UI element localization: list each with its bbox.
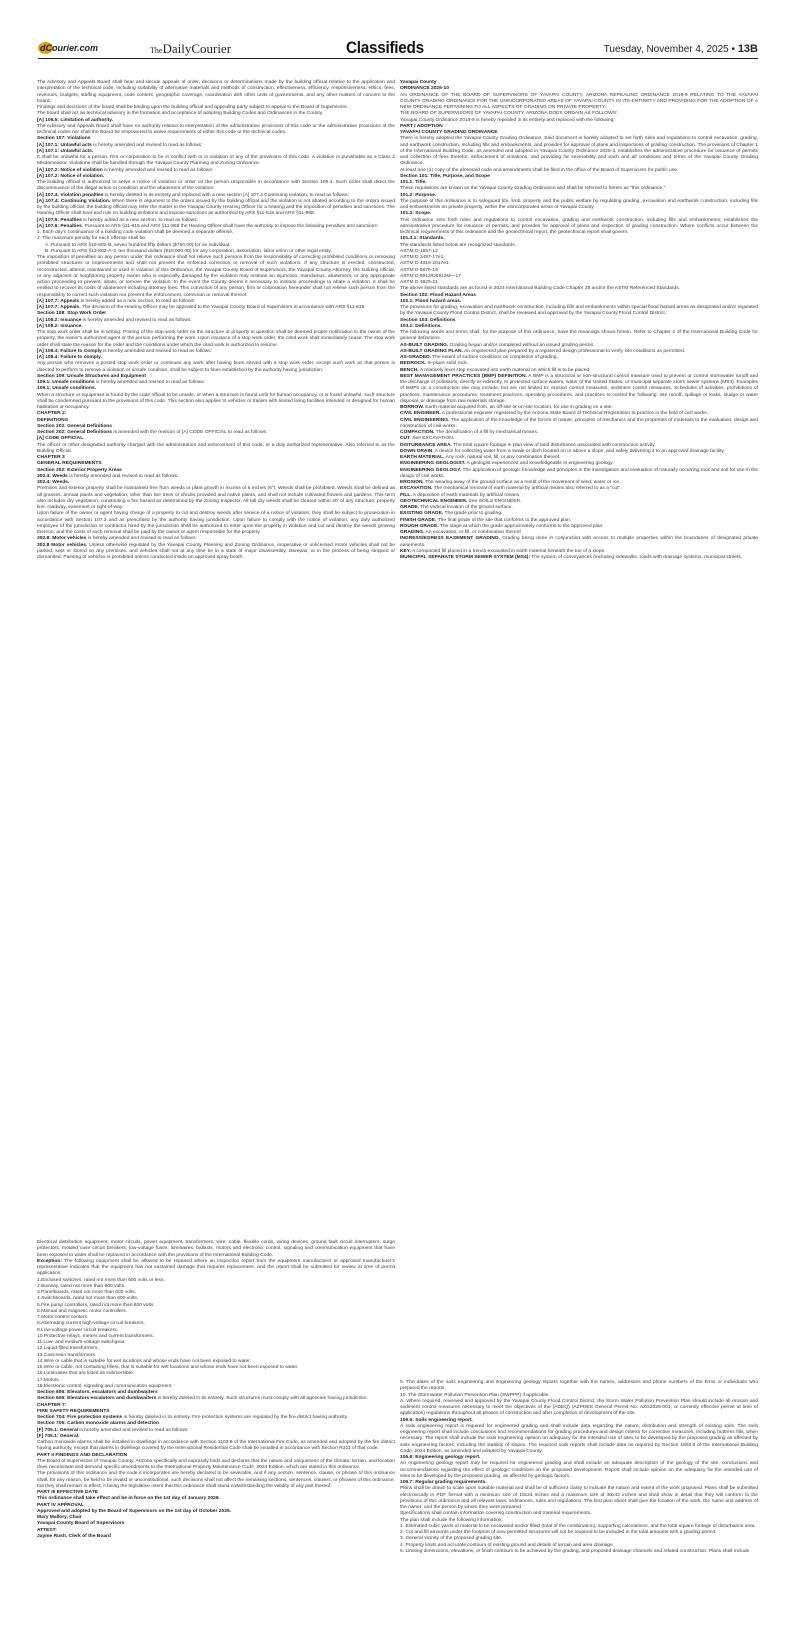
paragraph-body: See EXCAVATION. (410, 436, 455, 442)
paragraph-lead: CHAPTER 2: (37, 411, 67, 417)
paragraph (400, 468, 758, 481)
paragraph-lead: [A] 108.4: Failure to Comply (37, 348, 102, 354)
paragraph (400, 330, 758, 343)
paragraph (37, 155, 395, 168)
paragraph-body: is hereby deleted in its entirety and replaced with a new section [A] 107.4 Continuing violation, to read as follows: (103, 192, 349, 198)
paragraph-lead: 102.1: Flood hazard areas. (400, 298, 462, 304)
paragraph-body: 16.Luminaires that are listed as submersible. (37, 1371, 135, 1377)
paragraph (37, 1440, 395, 1453)
paragraph-body: Specifications shall contain information covering construction and material requirements. (400, 1511, 592, 1517)
paragraph-lead: Yavapai County Board of Supervisors (37, 1521, 125, 1527)
paragraph (37, 1471, 395, 1490)
paragraph-lead: ROUGH GRADE. (400, 523, 439, 529)
paragraph-lead: [A] 108.2: Issuance. (37, 323, 83, 329)
paragraph-lead: EARTH MATERIAL. (400, 455, 445, 460)
paragraph-body: A. Pursuant to ARS §13-802-B, seven hundred fifty dollars ($750.00) for an individual. (45, 242, 231, 248)
paragraph-lead: 106.5: Soils engineering report. (400, 1417, 473, 1423)
paragraph-body: The extent of surface conditions on completion of grading. (430, 355, 558, 360)
paragraph-body: 13.Cast-resin transformers. (37, 1352, 97, 1358)
paragraph (400, 218, 758, 237)
paragraph-body: It shall be unlawful for a person, firm or corporation to be in conflict with or in violation of any of the provisions of this code. A violation is punishable as a Class 2 Misdemeanor. Violations shall be handled through the Yavapai County Planning and Zoning Ordinance. (37, 155, 395, 167)
paragraph-body: 9.Low-voltage power circuit breakers. (37, 1327, 119, 1333)
paragraph-lead: Section 109: Unsafe Structures and Equipment (37, 373, 146, 379)
paragraph-lead: 106.6: Engineering geology report. (400, 1455, 481, 1460)
paragraph-body: The building official is authorized to serve a notice of violation or order on the person responsible in accordance with Section 109.4. Such order shall direct the discontinuance of the illegal action or condition and the abatement of the violation. (37, 180, 395, 192)
paragraph (400, 555, 758, 561)
paragraph (400, 1424, 758, 1455)
paragraph-body: ASTM D 4318-2017e1 (400, 261, 449, 267)
dateline (604, 43, 758, 55)
paragraph-body: This ordinance sets forth rules and regulations to control excavation, grading and earthwork construction, including fills and embankments; establishes the administrative procedure for issuance of permits; and provides for approval of plans and inspection of grading construction. Where conflicts occur between the technical requirements of this ordinance and the geotechnical report, the geotechnical report shall govern. (400, 217, 758, 235)
paragraph-body: 3.Panelboards, rated not more than 600 volts. (37, 1290, 137, 1295)
paragraph-body: Unless otherwise regulated by the Yavapai County Planning and Zoning Ordinance, inoperative or unlicensed motor vehicles shall not be parked, kept or stored on any premises, and vehicles shall not at any time be in a state of major disassembly, disrepair, or in the process of being stripped or dismantled. Painting of vehicles is prohibited unless conducted inside an approved spray booth. (37, 542, 395, 560)
paragraph-body: is hereby deleted in its entirety. Fire protection systems are regulated by the fire district having authority. (122, 1415, 349, 1420)
paragraph-body: ASTM D 6913/D6913M—17 (400, 273, 461, 279)
paragraph-body: The system of conveyances (including sidewalks, roads with drainage systems, municipal streets, (529, 555, 743, 560)
paragraph-body: Premises and exterior property shall be maintained free from weeds or plant growth in excess of 6 inches (6"). Weeds shall be prohibited. Weeds shall be defined as all grasses, annual plants and vegetation, other than live trees or shrubs provided and native plants, and shall not include cultivated flowers and gardens. This term also includes dry vegetation, constituting a fire hazard as determined by the Zoning Inspector. All tall dry weeds shall be cleared within 30' of any structure, property line, roadway, easement or right-of-way. (37, 486, 395, 510)
paragraph-lead: ATTEST: (37, 1527, 57, 1533)
paragraph-body: 6.Manual and magnetic motor controllers. (37, 1308, 127, 1314)
paragraph-lead: 106.7: Regular grading requirements. (400, 1480, 487, 1485)
paragraph (37, 486, 395, 511)
paragraph-lead: [A] 107.2: Notice of violation. (37, 173, 105, 179)
paragraph-lead: BEST MANAGEMENT PRACTICES (BMP) DEFINITION. (400, 373, 527, 379)
paragraph-body: A soils engineering report is required for engineered grading and shall include data regarding the nature, distribution and strength of existing soils. The soils engineering report shall include conclusions and recommendations for grading procedures and design criteria for corrective measures, including buttress fills, when necessary. The report shall include the soils engineering opinion on adequacy for the intended use of sites to be developed by the proposed grading as affected by soils engineering factors, including the stability of slopes. The required soils reports shall include data as required by Section 1803.6 of the International Building Code, 2024 Edition, as amended and adopted by Yavapai County. (400, 1423, 758, 1454)
paragraph-lead: This ordinance shall take effect and be in force on the 1st day of January 2026. (37, 1496, 220, 1502)
paragraph-lead: EXISTING GRADE. (400, 511, 444, 517)
paragraph (400, 1461, 758, 1480)
paragraph-lead: 109.1: Unsafe conditions (37, 380, 95, 385)
notice-text-block (37, 1240, 395, 1540)
paragraph-lead: CIVIL ENGINEER. (400, 411, 441, 417)
paragraph-lead: [A] 108.4: Failure to comply. (37, 355, 102, 360)
paragraph-body: 17.Motors. (37, 1377, 61, 1383)
paragraph-body: The plan shall include the following information: (400, 1517, 503, 1523)
paragraph-lead: FILL. (400, 492, 412, 498)
paragraph-body: A deposition of earth materials by artificial means. (411, 492, 521, 498)
paragraph-body: The officer or other designated authority charged with the administration and enforcement of this code, or a duly authorized representative. Also referred to as the Building Official. (37, 442, 395, 454)
page-header (38, 40, 758, 59)
paragraph-lead: ENGINEERING GEOLOGY. (400, 467, 462, 473)
paragraph-lead: 101.1: Title. (400, 180, 427, 185)
paragraph (400, 1399, 758, 1418)
paragraph-lead: DEFINITIONS (37, 417, 68, 423)
paragraph-body: ASTM D 5876-19 (400, 267, 438, 273)
section-heading (37, 1534, 395, 1540)
paragraph-body: The imposition of penalties on any person under this ordinance shall not relieve such persons from the responsibility of correcting prohibited conditions or removing prohibited structures or improvements and shall not prevent the enforced correction or removal of such violations. If any structure is erected, constructed, reconstructed, altered, maintained or used in violation of this Ordinance, the Yavapai County Board of Supervisors, the Yavapai County Attorney, the building official, or any adjacent or neighboring property owner who is especially damaged by the violation may institute an injunction, mandamus, abatement, or any appropriate action proceeding to prevent, abate, or remove the violation. In the event the County deems it necessary to institute proceedings to abate a violation, it shall be entitled to recover its costs of abatement including attorney fees. This conviction of any person, firm or corporation hereunder shall not relieve such person from the responsibility to correct such violation nor prevent the enforcement, correction or removal thereof. (37, 255, 395, 298)
paragraph-lead: DISTURBANCE AREA. (400, 442, 452, 448)
paragraph-body: The provisions for grading, excavation and earthwork construction, including fills and embankments within special flood hazard areas as designated and/or regulated by the Yavapai County Flood Control District, shall be reviewed and approved by the Yavapai County Flood Control District. (400, 305, 758, 317)
paragraph (400, 1486, 758, 1511)
paragraph-lead: PART I ADOPTION (400, 123, 443, 129)
paragraph-lead: 302.8 Motor vehicles. (37, 542, 88, 548)
paragraph-body: 3. General vicinity of the proposed grading site. (400, 1536, 503, 1542)
paragraph-body: AN ORDINANCE OF THE BOARD OF SUPERVISORS OF YAVAPAI COUNTY, ARIZONA REPEALING ORDINANCE 2019-9 RELATING TO THE YAVAPAI COUNTY GRADING ORDINANCE FOR THE UNINCORPORATED AREAS OF YAVAPAI COUNTY IN ITS ENTIRETY AND PROVIDING FOR THE ADOPTION OF A NEW ORDINANCE PERTAINING TO ALL ASPECTS OF GRADING ON PRIVATE PROPERTY. (400, 92, 758, 110)
issue-date: Tuesday, November 4, 2025 (603, 44, 729, 55)
paragraph-lead: CIVIL ENGINEERING. (400, 417, 450, 423)
paragraph-lead: KEY. (400, 548, 411, 554)
paragraph (37, 511, 395, 536)
paragraph-body: The total square footage in plan view of land disturbance associated with construction activity. (452, 442, 656, 448)
paragraph-body: 15.Wire or cable, not containing fillers, that is suitable for wet locations and whose ends have not been exposed to water. (37, 1365, 299, 1370)
paragraph (400, 93, 758, 112)
masthead-name: DailyCourier (162, 41, 232, 56)
paragraph-body: When there is argument to the orders issued by the building official and the violation is not abated according to the orders issued by the building official, the building official may refer the matter to the Yavapai County Hearing Officer for a hearing and the imposition of penalties and sanctions. The Hearing Officer shall hear and rule on building violations and impose sanctions as authorized by ARS §11-815 and ARS §11-868. (37, 198, 395, 217)
paragraph-lead: CUT. (400, 436, 411, 442)
paragraph-body: ASTM D 4829-21 (400, 280, 438, 285)
paragraph-lead: PART III EFFECTIVE DATE (37, 1490, 98, 1495)
paragraph-body: is hereby amended and revised to read as follows: (94, 380, 205, 385)
paragraph-body: The decision of the Hearing Officer may be appealed to the Yavapai County Board of Supervisors in accordance with ARS §11-815. (80, 305, 366, 310)
masthead (150, 41, 231, 57)
paragraph-lead: Section 202: General Definitions (37, 430, 113, 435)
paragraph (400, 199, 758, 212)
paragraph-body: 1. Estimated cubic yards of material to be excavated and/or filled (total of the combination), supporting calculations, and the total square footage of disturbance area. (400, 1523, 756, 1529)
paragraph-body: The wearing away of the ground surface as a result of the movement of wind, water or ice. (423, 480, 621, 485)
paragraph-body: Electrical distribution equipment, motor circuits, power equipment, transformers, wire, cable, flexible cords, wiring devices, ground fault circuit interrupters, surge protectors, molded case circuit breakers, low-voltage fuses, luminaires, ballasts, motors and electronic control, signaling and communication equipment that have been exposed to water shall be replaced in accordance with the provisions of the International Building Code. (37, 1240, 395, 1258)
paragraph-body: The Board of Supervisors of Yavapai County, Arizona specifically and expressly finds and declares that the nature and uniqueness of the climate, terrain, and location does necessitate and demand specific amendments to the International Property Maintenance Code, 2024 Edition, which are stated in this ordinance. (37, 1458, 395, 1470)
paragraph-lead: Section 102: Flood Hazard Areas (400, 292, 476, 298)
masthead-the: The (150, 46, 163, 55)
paragraph-body: The densification of a fill by mechanical means. (434, 430, 539, 435)
paragraph-body: The mechanical removal of earth material by artificial means also referred to as a "cut". (432, 486, 622, 492)
paragraph-body: THE BOARD OF SUPERVISORS OF YAVAPAI COUNTY, ARIZONA DOES ORDAIN AS FOLLOWS: (400, 111, 618, 117)
paragraph-lead: 101.2: Purpose. (400, 192, 437, 198)
paragraph-lead: AS-BUILT GRADING PLAN. (400, 348, 463, 354)
paragraph-body: A geologist experienced and knowledgeable in engineering geology. (465, 461, 614, 467)
paragraph (37, 330, 395, 349)
paragraph-body: 4. Property limits and accurate contours of existing ground and details of terrain and area drainage. (400, 1542, 615, 1548)
paragraph (37, 393, 395, 412)
paragraph-lead: Section 101: Title, Purpose, and Scope (400, 173, 490, 179)
paragraph-body: See SOILS ENGINEER. (467, 498, 522, 504)
paragraph-body: The Advisory and Appeals Board shall hear and decide appeals of order, decisions or determinations made by the building official relative to the application and interpretation of the technical code, including suitability of alternative materials and methods of construction, effectiveness, efficiency, responsiveness, ethics, fees, revenues, budgets, staffing equipment, code content, geographic coverage, coordination with other units of governments, and any other matters of concern to the board. (37, 80, 395, 104)
paragraph-body: 2. The maximum penalty for each offense shall be: (37, 236, 147, 242)
paragraph-lead: [A] 107.7: Appeals. (37, 305, 81, 310)
paragraph-lead: GRADING. (400, 530, 425, 535)
paragraph-lead: [A] 107.2: Notice of violation (37, 167, 103, 173)
paragraph-lead: YAVAPAI COUNTY GRADING ORDINANCE (400, 130, 498, 135)
paragraph (37, 80, 395, 105)
paragraph (400, 136, 758, 167)
paragraph-body: Earth material acquired from, an off-site or on-site location, for use in grading on a site. (423, 405, 613, 410)
paragraph-body: 10. The Stormwater Pollution Prevention Plan (SWPPP) if applicable. (400, 1392, 550, 1398)
paragraph-lead: COMPACTION. (400, 430, 435, 435)
paragraph-body: 5.Fire pump controllers, rated not more than 600 volts. (37, 1302, 155, 1308)
paragraph-lead: Section 606: Elevators escalators and dumbwaiters (37, 1396, 157, 1402)
paragraph-lead: BORROW. (400, 405, 424, 410)
paragraph-body: A professional engineer registered by the Arizona State Board of Technical Registration to practice in the field of civil works. (440, 411, 709, 417)
paragraph-body: 9. The dates of the soils engineering and engineering geology reports together with the names, addresses and phone numbers of the firms or individuals who prepared the reports. (400, 1380, 758, 1392)
page-number: 13B (737, 43, 758, 55)
paragraph-body: The grade prior to grading. (443, 511, 503, 517)
paragraph-body: The following equipment shall be allowed to be repaired where an inspection report from the equipment manufacturer or approved manufacturer's representative indicates that the equipment has not sustained damage that requires replacement, and the report shall be submitted for review at time of permit application: (37, 1258, 395, 1277)
paragraph (37, 443, 395, 456)
dcourier-logo[interactable] (40, 43, 98, 53)
paragraph-lead: Section 705: Carbon monoxide alarms and detection (37, 1421, 160, 1427)
paragraph (37, 180, 395, 193)
paragraph-body: An excavation, or fill, or combination thereof. (424, 530, 523, 535)
paragraph-body: 1.Enclosed switches, rated not more than 600 volts or less. (37, 1277, 165, 1283)
paragraph-body: Any person who removes a posted stop work order or continues any work after having been served with a stop work order, except such work as that person is directed to perform to remove a violation or unsafe condition, shall be subject to fines established by the authority having jurisdiction. (37, 361, 395, 373)
paragraph-body: A relatively level step excavated into earth material on which fill is to be placed. (418, 367, 591, 373)
paragraph-lead: FINISH GRADE. (400, 517, 437, 523)
paragraph-body: Any rock, natural soil, fill, or any combination thereof. (444, 455, 561, 460)
paragraph-lead: Section 202: General Definitions (37, 423, 113, 429)
paragraph-lead: Exception: (37, 1258, 63, 1264)
paragraph-body: An engineered plan prepared by a registered design professional to verify site conditions as permitted. (462, 348, 686, 354)
paragraph-lead: EXCAVATION. (400, 486, 433, 492)
paragraph-lead: 103.1: Definitions. (400, 323, 442, 329)
paragraph-body: In-place solid rock. (426, 361, 469, 367)
paragraph (37, 1396, 395, 1402)
paragraph-body: The final grade of the site that conforms to the approved plan. (436, 517, 572, 523)
paragraph-lead: [A] 107.4: Violation penalties (37, 192, 104, 198)
paragraph-body: is hereby added as a new section, to read as follows: (81, 217, 198, 223)
paragraph-body: The above listed standards are as found in 2024 International Building Code Chapter 35 and/or the ASTM Referenced Standards. (400, 286, 681, 292)
paragraph-body: Yavapai County Ordinance 2019-9 is hereby repealed in its entirety and replaced with the following: (400, 117, 615, 123)
paragraph-body: 7.Motor control centers. (37, 1315, 89, 1320)
paragraph-body: 4.Switchboards, rated not more than 600 volts. (37, 1296, 139, 1302)
paragraph-lead: Section 107: Violations (37, 136, 91, 142)
paragraph-body: Grading being done in conjunction with access to multiple properties within the boundaries of designated private easements. (400, 536, 758, 548)
paragraph-lead: GRADE. (400, 505, 420, 510)
paragraph-lead: [A] 107.6: Penalties (37, 217, 82, 223)
paragraph-lead: Section 704: Fire protection systems (37, 1415, 123, 1420)
paragraph-body: An engineering geology report may be required for engineered grading and shall include an adequate description of the geology of the site, conclusions and recommendations regarding the effect of geologic conditions on the proposed development. Report shall include opinion on the adequacy for the intended use of sites to be developed by the proposed grading, as affected by geologic factors. (400, 1461, 758, 1479)
paragraph-lead: [A] 107.4: Continuing Violation. (37, 198, 111, 204)
paragraph-lead: CHAPTER 7: (37, 1402, 67, 1408)
paragraph-body: A. Where required, reviewed and approved by the Yavapai County Flood Control District, the Storm Water Pollution Prevention Plan should include all erosion and sediment control measures necessary to meet the objectives of the (ADEQ) (AZPDES General Permit No. AZG2025-001, or currently effective permit at time of application) regulations throughout all phases of construction and after completion of development of the site. (400, 1398, 758, 1417)
paragraph-lead: GEOTECHNICAL ENGINEER. (400, 498, 468, 504)
paragraph-lead: PART II FINDINGS AND DECLARATION (37, 1452, 128, 1458)
paragraph (400, 305, 758, 318)
paragraph-lead: Section 302: Exterior Property Areas (37, 467, 122, 473)
section-title: Classifieds (346, 38, 424, 57)
paragraph-body: A BMP is a structural or non-structural control measure used to prevent or control stormwater runoff and the discharge of pollutants, directly or indirectly, to protected surface waters, water of the United States, or municipal separate storm sewer systems (MS4). Examples of BMPs on a construction site may include, but are not limited to: erosion control measures, sediment control measures, Schedules of activities, prohibitions of practices, maintenance procedures, treatment practices, operating procedures, and practices to control the following: site runoff, spillage or leaks, sludge or water disposal, or drainage from raw materials storage. (400, 373, 759, 404)
paragraph-lead: Section 103: Definitions (400, 317, 456, 323)
paragraph-body: 11.Low- and medium-voltage switchgear. (37, 1340, 126, 1345)
paragraph-body: The provisions of this ordinance and the code it incorporates are hereby declared to be severable, and if any section, sentence, clause, or phrase of this ordinance shall, for any reason, be held to be invalid or unconstitutional, such decisions shall not affect the remaining sections, sentences, clauses, or phrases of this ordinance, but they shall remain in effect, it being the legislative intent that this ordinance shall stand notwithstanding the validity of any part thereof. (37, 1471, 395, 1489)
paragraph-lead: [F] 705.1: General (37, 1427, 79, 1433)
paragraph-lead: [A] 108.2: Issuance (37, 317, 82, 323)
paragraph-lead: [A] 107.1: Unlawful acts (37, 142, 92, 148)
paragraph-lead: 101.3: Scope. (400, 211, 432, 217)
paragraph (37, 1459, 395, 1472)
paragraph-body: 18.Electronic control, signaling and communication equipment. (37, 1383, 173, 1389)
logo-text: dCourier.com (40, 43, 99, 53)
paragraph (37, 1259, 395, 1278)
paragraph-body: 1. Each day's continuance of a building code violation shall be deemed a separate offense. (37, 230, 234, 235)
paragraph-lead: 302.4: Weeds. (37, 480, 70, 485)
paragraph (37, 255, 395, 299)
paragraph-body: ASTM D 1557-12 (400, 248, 438, 254)
paragraph-body: 5. Limiting dimensions, elevations, or finish contours to be achieved by the grading, and proposed drainage channels and related construction. Plans shall include (400, 1548, 750, 1554)
paragraph-lead: 302.8: Motor vehicles (37, 536, 87, 542)
paragraph-body: 14.Wire or cable that is suitable for wet locations and whose ends have not been exposed to water. (37, 1358, 251, 1364)
paragraph-body: Pursuant to ARS §11-815 and ARS §11-868 the Hearing Officer shall have the authority to impose the following penalties and sanctions: (83, 223, 379, 229)
paragraph-body: is amended with the revision of [A] CODE OFFICIAL to read as follows: (112, 430, 268, 435)
paragraph-lead: BEDROCK. (400, 361, 427, 367)
paragraph-body: The vertical location of the ground surface. (419, 505, 513, 510)
paragraph-body: Plans shall be drawn to scale upon suitable material and shall be of sufficient clarity to indicate the nature and extent of the work proposed. Plans shall be submitted electronically in PDF format with a minimum size of 18x24 inches and a maximum size of 30x42 inches and shall show in detail that they will conform to the provisions of this ordinance and all relevant laws, ordinances, rules and regulations. The first plan sheet shall give the location of the work, the name and address of the owner, and the person by whom they were prepared. (400, 1486, 758, 1510)
paragraph-lead: 109.1: Unsafe conditions. (37, 386, 96, 392)
paragraph-lead: [F] 705.1: General. (37, 1433, 80, 1439)
paragraph (400, 418, 758, 431)
paragraph-body: The application of the knowledge of the forces of nature, principles of mechanics and the properties of materials to the evaluation, design and construction of civil works. (400, 417, 758, 429)
paragraph-body: is hereby amended and revised to read as follows: (86, 536, 197, 542)
paragraph-lead: Jayme Rush, Clerk of the Board (37, 1533, 111, 1539)
paragraph-body: These regulations are known as the Yavapai County Grading Ordinance and shall be referred to herein as "this ordinance." (400, 186, 666, 192)
paragraph-lead: EROSION. (400, 480, 424, 485)
paragraph-lead: BENCH. (400, 367, 419, 373)
paragraph-lead: ORDINANCE 2025-10 (400, 86, 449, 92)
paragraph-body: Grading begun and/or completed without an issued grading permit. (448, 342, 595, 348)
paragraph-lead: Mary Mallory, Chair (37, 1515, 82, 1520)
paragraph-lead: INGRESS/EGRESS EASEMENT GRADING. (400, 536, 500, 542)
paragraph-body: 8.Alternating current high-voltage circuit breakers. (37, 1321, 145, 1327)
paragraph-body: is hereby deleted in its entirety. Such structures must comply with all agencies having jurisdiction. (156, 1396, 368, 1402)
paragraph-body: A compacted fill placed in a trench excavated in earth material beneath the toe of a slope. (410, 548, 606, 554)
paragraph (400, 1380, 758, 1393)
paragraph-lead: Yavapai County (400, 80, 437, 85)
paragraph-body: The stop work order shall be in writing. Posting of the stop work order on the structure or property in question shall be deemed proper notification to the owner of the property, the owner's authorized agent or the person performing the work. Upon issuance of a stop work order, the cited work shall immediately cease. The stop work order shall state the reason for the order and the conditions under which the cited work is authorized to resume. (37, 330, 395, 348)
paragraph-lead: MUNICIPAL SEPARATE STORM SEWER SYSTEM (MS4): (400, 555, 530, 560)
paragraph-body: 10.Protective relays, meters and current transformers. (37, 1333, 154, 1339)
paragraph-body: Findings and decisions of the board shall be binding upon the building official and appealing party subject to appeal to the Board of Supervisors. (37, 105, 348, 110)
paragraph-body: 12.Liquid-filled transformers. (37, 1346, 99, 1352)
paragraph-body: is hereby amended and revised to read as follows: (78, 1427, 189, 1433)
paragraph-lead: [A] 107.6: Penalties. (37, 223, 84, 229)
paragraph-lead: FIRE SAFETY REQUIREMENTS (37, 1408, 110, 1414)
paragraph-body: is hereby amended and revised to read as follows: (81, 317, 192, 323)
paragraph-body: At least one (1) copy of the aforesaid code and amendments shall be filed in the office of the Board of Supervisors for public use. (400, 167, 679, 173)
paragraph-body: A device for collecting water from a swale or ditch located on or above a slope, and safely delivering it to an approved drainage facility. (433, 448, 725, 454)
paragraph-body: Carbon monoxide alarms shall be installed in dwellings in accordance with Section 1103.9 of the International Fire Code, as amended and adopted by the fire district having authority, except that alarms in dwellings covered by the International Residential Code shall be installed in accordance with Section R311 of that code. (37, 1440, 395, 1452)
paragraph-body: is hereby amended and revised to read as follows: (101, 348, 213, 354)
notice-text-block (37, 80, 395, 561)
paragraph-lead: ENGINEERING GEOLOGIST. (400, 461, 466, 467)
paragraph-lead: [A] 107.7: Appeals (37, 298, 80, 304)
paragraph-body: The Advisory and Appeals Board shall have no authority relative to interpretation of the administrative provisions of this code or the administrative provisions of the technical codes nor shall the Board be empowered to waive requirements of either this code or the technical codes. (37, 123, 395, 135)
paragraph (37, 199, 395, 218)
paragraph-body: The standards listed below are recognized standards. (400, 242, 517, 248)
paragraph (37, 124, 395, 137)
paragraph (37, 1240, 395, 1259)
paragraph-body: The application of geologic knowledge and principles in the investigation and evaluation of naturally occurring rock and soil for use in the design of civil works. (400, 467, 758, 479)
paragraph-lead: [A] 107.1: Unlawful acts. (37, 148, 94, 154)
paragraph-lead: CHAPTER 3 (37, 455, 65, 460)
paragraph (37, 543, 395, 562)
paragraph-lead: PART IV APPROVAL (37, 1502, 84, 1508)
notice-text-block (400, 1380, 758, 1555)
paragraph-body: is hereby added as a new section, to read as follows: (79, 298, 196, 304)
paragraph-lead: DOWN DRAIN. (400, 448, 434, 454)
paragraph (400, 536, 758, 549)
paragraph-body: The stage at which the grade approximately conforms to the approved plan. (438, 523, 604, 529)
paragraph-body: The following words and terms shall, for the purpose of this ordinance, have the meanings shown herein. Refer to Chapter 2 of the International Building Code for general definitions. (400, 330, 758, 342)
paragraph-body: B. Pursuant to ARS §13-803-A-3, ten thousand dollars ($10,000.00) for any corporation, association, labor union or other legal entity. (45, 248, 332, 254)
paragraph-body: 2. Cut and fill amounts under the footprint of new permitted structures will not be required to be included in the total amounts with a grading permit. (400, 1530, 717, 1535)
paragraph-body: There is hereby adopted the Yavapai County Grading Ordinance. Said document is hereby adopted to set forth rules and regulations to control excavation, grading, and earthwork construction, including fills and embankments, and provides for approval of plans and inspections of grading construction. The provisions of Chapter 1 of the International Building Code, as amended and adopted in Yavapai County Ordinance 2025-3, establishes the administrative procedure for issuance of permits and collection of fees therefor, enforcement of violations, and providing for severability and each and all conditions and terms of the Yavapai County Grading Ordinance. (400, 136, 758, 167)
paragraph (37, 361, 395, 374)
separator-bullet: • (731, 44, 736, 55)
paragraph-body: ASTM D 2487-17e1 (400, 255, 444, 260)
paragraph-body: is hereby amended and revised to read as follows: (91, 142, 203, 148)
paragraph (400, 1549, 758, 1555)
paragraph-lead: [A] CODE OFFICIAL. (37, 436, 85, 442)
paragraph-body: When a structure or equipment is found by the code official to be unsafe, or when a structure is found unfit for human occupancy, or is found unlawful, such structure shall be condemned pursuant to the provisions of this code. This section also applies to vehicles or trailers with limited living facilities intended or designed for human habitation or occupancy. (37, 392, 395, 410)
paragraph-lead: AS-BUILT GRADING. (400, 342, 449, 348)
paragraph (400, 374, 758, 405)
paragraph-body: 2.Busway, rated not more than 600 volts. (37, 1283, 126, 1289)
paragraph-body: is hereby amended and revised to read as follows: (102, 167, 214, 173)
notice-text-block (400, 80, 758, 561)
paragraph-lead: Section 108: Stop Work Order (37, 311, 107, 317)
paragraph-body: The board shall act as technical advisory in the formation and acceptance of adopting Building Codes and Ordinances in the County. (37, 111, 324, 117)
paragraph-lead: Approved and adopted by the Board of Supervisors on the 1st day of October 2025. (37, 1508, 232, 1514)
paragraph-lead: GENERAL REQUIREMENTS (37, 461, 102, 467)
paragraph-body: is hereby amended and revised to read as follows: (67, 473, 179, 479)
paragraph-lead: 101.3.1: Standards. (400, 236, 445, 242)
paragraph-lead: AS-GRADED. (400, 355, 431, 360)
paragraph-lead: [A] 106.5: Limitation of authority. (37, 117, 113, 123)
paragraph-body: Upon failure of the owner or agent having charge of a property to cut and destroy weeds after service of a notice of violation, they shall be subject to prosecution in accordance with Section 107.3 and as prescribed by the authority having jurisdiction. Upon failure to comply with the notice of violation, any duly authorized employee of the jurisdiction or contractor hired by the jurisdiction shall be authorized to enter upon the property in violation and cut and destroy the weeds growing thereon, and the costs of such removal shall be paid by the owner or agent responsible for the property. (37, 511, 395, 535)
paragraph-body: The purpose of this ordinance is to safeguard life, limb, property and the public welfare by regulating grading, excavation and earthwork construction, including fills and embankments on private property, within the unincorporated areas of Yavapai County. (400, 198, 758, 210)
paragraph-lead: Section 606: Elevators, escalators and dumbwaiters (37, 1390, 158, 1395)
paragraph-lead: 302.4: Weeds (37, 473, 68, 479)
